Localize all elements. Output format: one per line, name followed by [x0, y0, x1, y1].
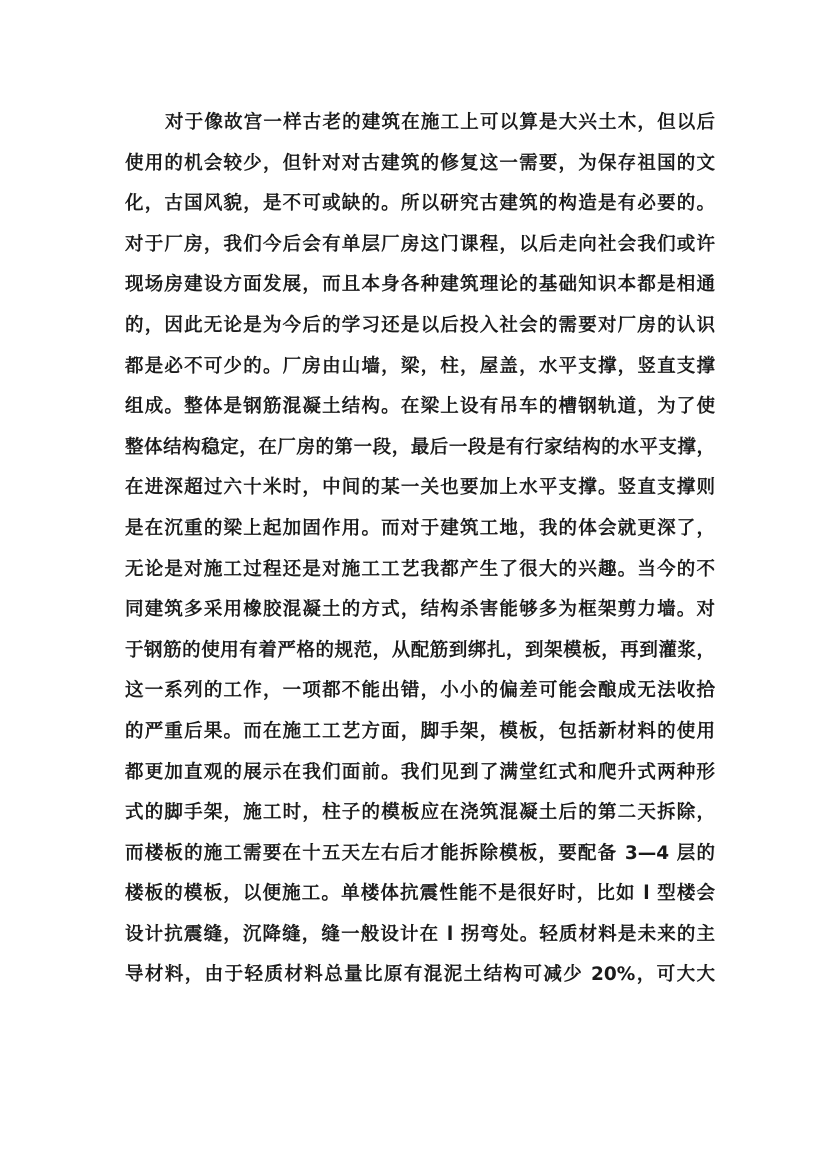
text-line-15: 这一系列的工作，一项都不能出错，小小的偏差可能会酿成无法收拾	[125, 680, 715, 702]
text-line-13: 同建筑多采用橡胶混凝土的方式，结构杀害能够多为框架剪力墙。对	[125, 599, 715, 621]
text-line-6: 的，因此无论是为今后的学习还是以后投入社会的需要对厂房的认识	[125, 314, 715, 336]
text-line-2: 使用的机会较少，但针对对古建筑的修复这一需要，为保存祖国的文	[125, 152, 715, 174]
text-line-16: 的严重后果。而在施工工艺方面，脚手架，模板，包括新材料的使用	[125, 720, 715, 742]
text-line-1: 对于像故宫一样古老的建筑在施工上可以算是大兴土木，但以后	[165, 112, 715, 133]
text-line-21: 设计抗震缝，沉降缝，缝一般设计在 l 拐弯处。轻质材料是未来的主	[125, 923, 715, 945]
text-line-7: 都是必不可少的。厂房由山墙，梁，柱，屋盖，水平支撑，竖直支撑	[125, 355, 715, 377]
text-line-3: 化，古国风貌，是不可或缺的。所以研究古建筑的构造是有必要的。	[125, 193, 715, 215]
text-line-17: 都更加直观的展示在我们面前。我们见到了满堂红式和爬升式两种形	[125, 761, 715, 783]
text-line-9: 整体结构稳定，在厂房的第一段，最后一段是有行家结构的水平支撑，	[125, 436, 715, 458]
text-line-10: 在进深超过六十米时，中间的某一关也要加上水平支撑。竖直支撑则	[125, 477, 715, 499]
text-line-18: 式的脚手架，施工时，柱子的模板应在浇筑混凝土后的第二天拆除，	[125, 802, 715, 824]
text-line-4: 对于厂房，我们今后会有单层厂房这门课程，以后走向社会我们或许	[125, 233, 715, 255]
text-line-14: 于钢筋的使用有着严格的规范，从配筋到绑扎，到架模板，再到灌浆，	[125, 639, 715, 661]
text-line-19: 而楼板的施工需要在十五天左右后才能拆除模板，要配备 3—4 层的	[125, 842, 715, 864]
text-line-5: 现场房建设方面发展，而且本身各种建筑理论的基础知识本都是相通	[125, 274, 715, 296]
text-line-8: 组成。整体是钢筋混凝土结构。在梁上设有吊车的槽钢轨道，为了使	[125, 396, 715, 418]
body-paragraph	[125, 103, 715, 996]
text-line-12: 无论是对施工过程还是对施工工艺我都产生了很大的兴趣。当今的不	[125, 558, 715, 580]
text-line-11: 是在沉重的梁上起加固作用。而对于建筑工地，我的体会就更深了，	[125, 517, 715, 539]
text-line-20: 楼板的模板，以便施工。单楼体抗震性能不是很好时，比如 l 型楼会	[125, 883, 715, 905]
text-line-22: 导材料，由于轻质材料总量比原有混泥土结构可减少 20%，可大大	[125, 964, 715, 986]
